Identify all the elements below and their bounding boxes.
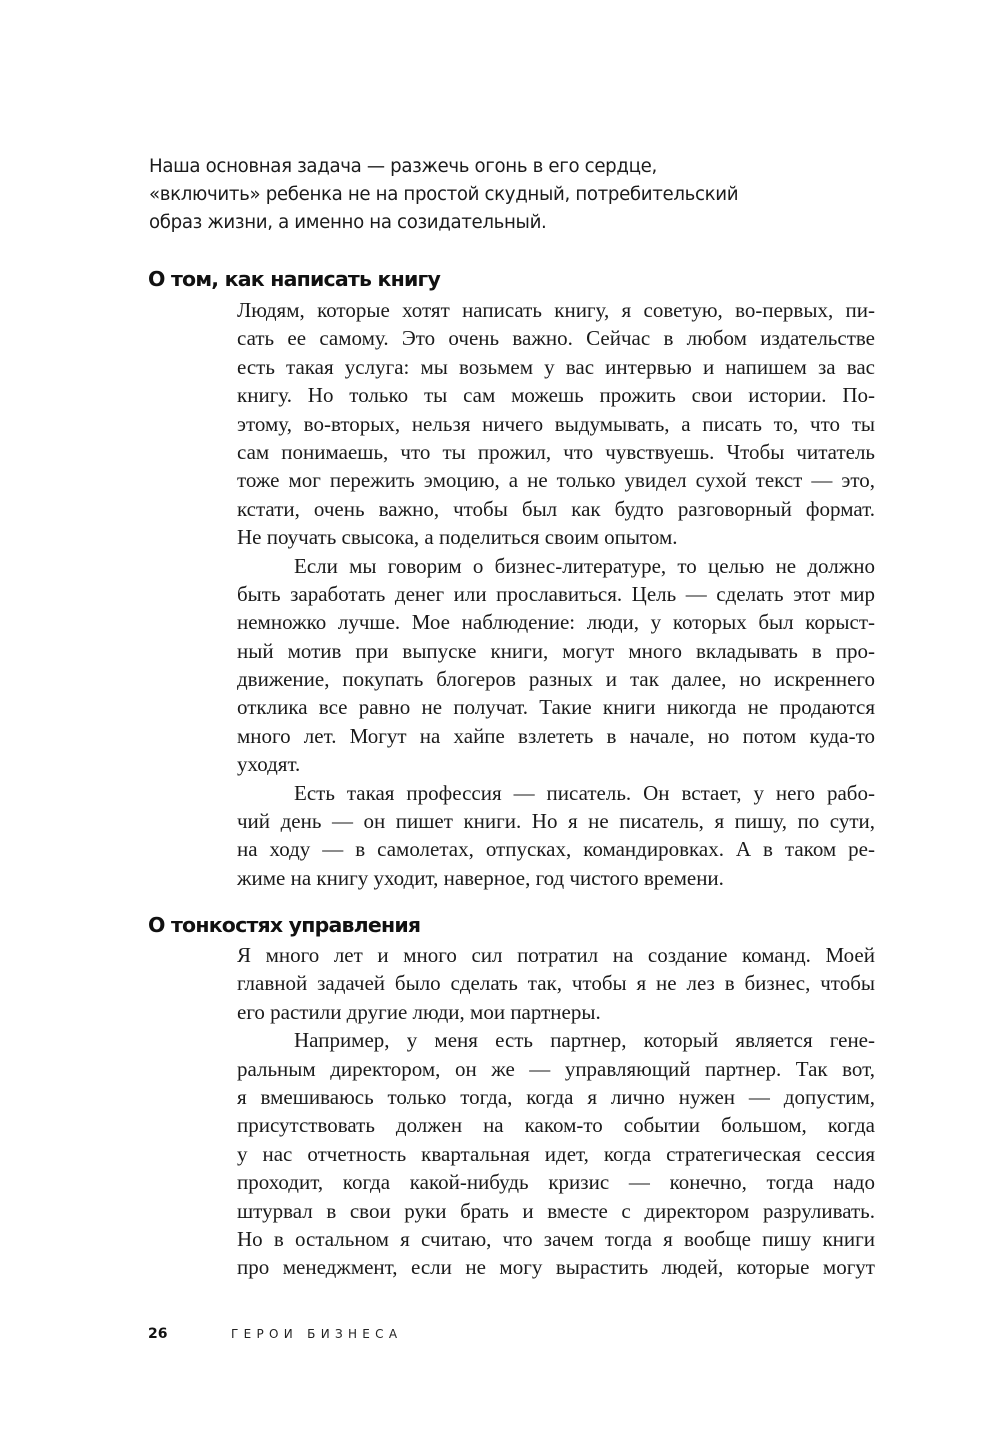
text-line: книгу. Но только ты сам можешь прожить свои истории. По- — [237, 383, 875, 408]
intro-line: «включить» ребенка не на простой скудный, потребительский — [149, 184, 739, 205]
intro-line: образ жизни, а именно на созидательный. — [149, 212, 547, 233]
text-line: Есть такая профессия — писатель. Он встает, у него рабо- — [294, 780, 875, 805]
text-line: главной задачей было сделать так, чтобы я не лез в бизнес, чтобы — [237, 971, 875, 996]
text-line: движение, покупать блогеров разных и так далее, но искреннего — [237, 667, 875, 692]
text-line: на ходу — в самолетах, отпусках, командировках. А в таком ре- — [237, 837, 875, 862]
text-line: сам понимаешь, что ты прожил, что чувствуешь. Чтобы читатель — [237, 439, 875, 464]
text-line: отклика все равно не получат. Такие книги никогда не продаются — [237, 695, 875, 720]
intro-line: Наша основная задача — разжечь огонь в его сердце, — [149, 156, 657, 177]
text-line: ный мотив при выпуске книги, могут много вкладывать в про- — [237, 638, 875, 663]
text-line: у нас отчетность квартальная идет, когда стратегическая сессия — [237, 1141, 875, 1166]
text-line: присутствовать должен на каком-то событии большом, когда — [237, 1113, 875, 1138]
text-line: чий день — он пишет книги. Но я не писатель, я пишу, по сути, — [237, 809, 875, 834]
text-line: много лет. Могут на хайпе взлететь в начале, но потом куда-то — [237, 723, 875, 748]
text-line: кстати, очень важно, чтобы был как будто разговорный формат. — [237, 496, 875, 521]
text-line: Я много лет и много сил потратил на создание команд. Моей — [237, 943, 875, 967]
text-line: немножко лучше. Мое наблюдение: люди, у которых был корыст- — [237, 610, 875, 635]
running-title: ГЕРОИ БИЗНЕСА — [231, 1327, 403, 1341]
section-body-management — [237, 941, 875, 1282]
text-line: сать ее самому. Это очень важно. Сейчас в любом издательстве — [237, 326, 875, 351]
text-line: Не поучать свысока, а поделиться своим опытом. — [237, 525, 678, 550]
text-line: Людям, которые хотят написать книгу, я советую, во-первых, пи- — [237, 298, 875, 322]
section-body-writing-book — [237, 296, 875, 892]
text-line: Например, у меня есть партнер, который является гене- — [294, 1028, 875, 1053]
page-number: 26 — [148, 1326, 168, 1342]
text-line: жиме на книгу уходит, наверное, год чистого времени. — [237, 865, 724, 890]
text-line: этому, во-вторых, нельзя ничего выдумывать, а писать то, что ты — [237, 411, 875, 436]
section-heading-writing-book: О том, как написать книгу — [148, 267, 441, 291]
page-footer — [148, 1326, 548, 1348]
text-line: штурвал в свои руки брать и вместе с директором разруливать. — [237, 1198, 875, 1223]
text-line: Если мы говорим о бизнес-литературе, то целью не должно — [294, 553, 875, 578]
text-line: быть заработать денег или прославиться. Цель — сделать этот мир — [237, 581, 875, 606]
text-line: я вмешиваюсь только тогда, когда я лично нужен — допустим, — [237, 1084, 875, 1109]
text-line: Но в остальном я считаю, что зачем тогда я вообще пишу книги — [237, 1226, 875, 1251]
text-line: есть такая услуга: мы возьмем у вас интервью и напишем за вас — [237, 354, 875, 379]
text-line: тоже мог пережить эмоцию, а не только увидел сухой текст — это, — [237, 468, 875, 493]
text-line: его растили другие люди, мои партнеры. — [237, 999, 601, 1024]
text-line: уходят. — [237, 752, 301, 777]
section-heading-management: О тонкостях управления — [148, 913, 421, 937]
text-line: проходит, когда какой-нибудь кризис — конечно, тогда надо — [237, 1170, 875, 1195]
text-line: ральным директором, он же — управляющий партнер. Так вот, — [237, 1056, 875, 1081]
text-line: про менеджмент, если не могу вырастить людей, которые могут — [237, 1255, 875, 1280]
intro-paragraph — [149, 153, 849, 237]
